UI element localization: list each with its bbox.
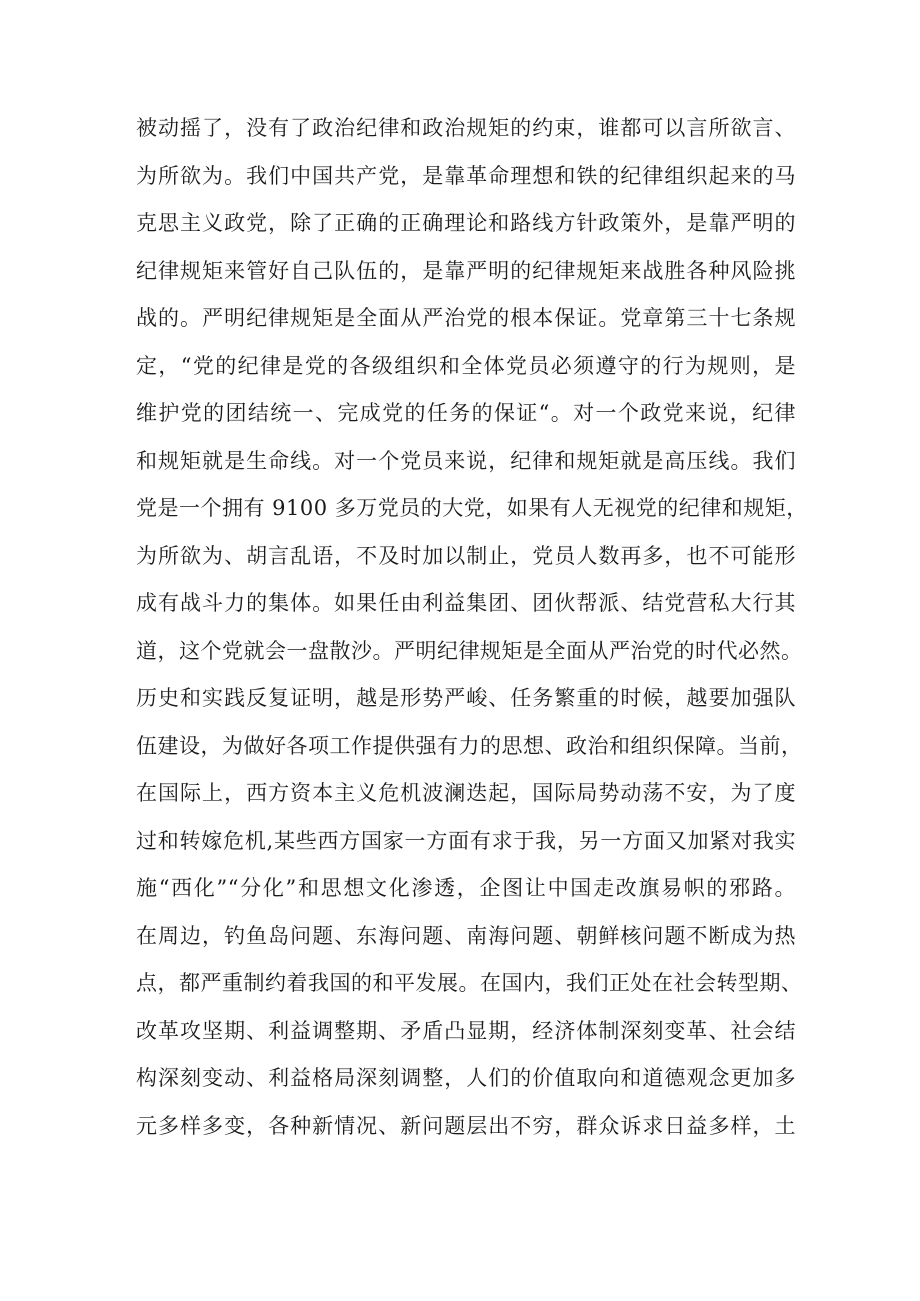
text-line-5: 战的。严明纪律规矩是全面从严治党的根本保证。党章第三十七条规 (136, 306, 796, 330)
text-line-1: 被动摇了，没有了政治纪律和政治规矩的约束，谁都可以言所欲言、 (136, 116, 796, 140)
text-line-10: 为所欲为、胡言乱语，不及时加以制止，党员人数再多，也不可能形 (136, 543, 796, 568)
text-line-9: 党是一个拥有 9100 多万党员的大党，如果有人无视党的纪律和规矩， (136, 496, 808, 520)
text-line-19: 点，都严重制约着我国的和平发展。在国内，我们正处在社会转型期、 (136, 971, 803, 995)
text-line-8: 和规矩就是生命线。对一个党员来说，纪律和规矩就是高压线。我们 (136, 448, 796, 473)
text-line-14: 伍建设，为做好各项工作提供强有力的思想、政治和组织保障。当前， (136, 733, 803, 758)
text-line-20: 改革攻坚期、利益调整期、矛盾凸显期，经济体制深刻变革、社会结 (136, 1018, 796, 1043)
text-line-6: 定，“党的纪律是党的各级组织和全体党员必须遵守的行为规则，是 (136, 353, 796, 378)
text-line-4: 纪律规矩来管好自己队伍的，是靠严明的纪律规矩来战胜各种风险挑 (136, 258, 796, 283)
text-line-13: 历史和实践反复证明，越是形势严峻、任务繁重的时候，越要加强队 (136, 686, 796, 710)
text-line-17: 施“西化”“分化”和思想文化渗透，企图让中国走改旗易帜的邪路。 (136, 876, 796, 900)
text-line-11: 成有战斗力的集体。如果任由利益集团、团伙帮派、结党营私大行其 (136, 591, 796, 615)
text-line-15: 在国际上，西方资本主义危机波澜迭起，国际局势动荡不安，为了度 (136, 781, 796, 805)
text-line-2: 为所欲为。我们中国共产党，是靠革命理想和铁的纪律组织起来的马 (136, 163, 796, 188)
text-line-18: 在周边，钓鱼岛问题、东海问题、南海问题、朝鲜核问题不断成为热 (136, 923, 796, 948)
text-line-21: 构深刻变动、利益格局深刻调整，人们的价值取向和道德观念更加多 (136, 1066, 796, 1090)
text-line-7: 维护党的团结统一、完成党的任务的保证“。对一个政党来说，纪律 (136, 401, 796, 425)
text-line-12: 道，这个党就会一盘散沙。严明纪律规矩是全面从严治党的时代必然。 (136, 638, 803, 663)
text-line-3: 克思主义政党，除了正确的正确理论和路线方针政策外，是靠严明的 (136, 211, 796, 235)
text-line-22: 元多样多变，各种新情况、新问题层出不穷，群众诉求日益多样，土 (136, 1113, 796, 1138)
text-line-16: 过和转嫁危机,某些西方国家一方面有求于我，另一方面又加紧对我实 (136, 828, 796, 853)
body-text (136, 105, 808, 1150)
